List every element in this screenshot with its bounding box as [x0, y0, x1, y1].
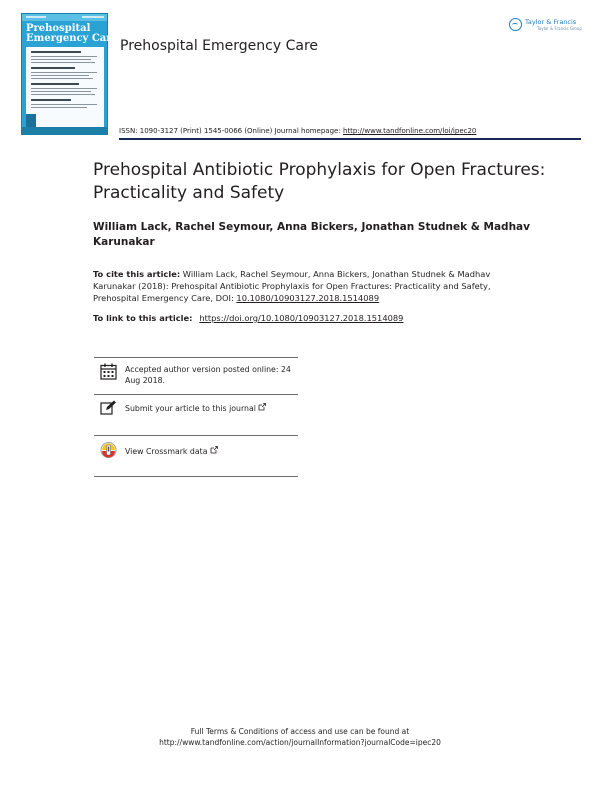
footer-terms-link[interactable]: http://www.tandfonline.com/action/journalInformation?journalCode=ipec20	[159, 738, 441, 747]
cite-text: William Lack, Rachel Seymour, Anna Bickers, Jonathan Studnek & Madhav Karunakar (2018): Prehospital Antibiotic Prophylaxis for Open Fractures: Practicality and Safety, Prehospital Emergency Care, DOI:	[93, 269, 491, 303]
journal-homepage-link[interactable]: http://www.tandfonline.com/loi/ipec20	[342, 127, 477, 135]
divider	[94, 476, 298, 477]
taylor-francis-logo-icon[interactable]	[509, 17, 589, 37]
citation-block	[93, 268, 533, 304]
cover-title	[26, 23, 118, 44]
crossmark-icon	[100, 442, 117, 460]
journal-cover-image	[21, 13, 118, 135]
publisher-name: Taylor & Francis	[525, 18, 577, 26]
external-link-icon	[210, 446, 218, 454]
cover-badge	[26, 114, 36, 128]
link-label: To link to this article:	[93, 313, 196, 323]
divider	[94, 435, 298, 436]
crossmark-link[interactable]	[125, 446, 300, 457]
cite-doi-link[interactable]: 10.1080/10903127.2018.1514089	[236, 293, 380, 303]
cover-footer-strip	[22, 127, 107, 134]
issn-line	[119, 127, 476, 135]
header-divider	[119, 138, 581, 140]
external-link-icon	[258, 403, 266, 411]
article-title: Prehospital Antibiotic Prophylaxis for Open Fractures: Practicality and Safety	[93, 160, 546, 203]
article-link-line	[93, 312, 533, 324]
divider	[94, 357, 298, 358]
article-authors: William Lack, Rachel Seymour, Anna Bickers, Jonathan Studnek & Madhav Karunakar	[93, 221, 530, 248]
submit-article-row[interactable]	[100, 400, 300, 418]
submit-article-text: Submit your article to this journal	[125, 404, 256, 413]
cover-title-line1: Prehospital	[26, 23, 91, 34]
footer-terms-text: Full Terms & Conditions of access and use can be found at	[190, 727, 410, 736]
accepted-date-row	[100, 363, 300, 389]
publisher-tagline: Taylor & Francis Group	[537, 26, 582, 31]
issn-text: ISSN: 1090-3127 (Print) 1545-0066 (Online) Journal homepage:	[119, 127, 343, 135]
taylor-francis-ring-icon	[509, 18, 522, 31]
calendar-icon	[100, 363, 117, 380]
crossmark-row[interactable]	[100, 442, 300, 462]
journal-name[interactable]: Prehospital Emergency Care	[120, 38, 319, 54]
edit-icon	[100, 400, 117, 415]
cover-top-strip	[22, 14, 107, 21]
divider	[94, 394, 298, 395]
cover-contents-panel	[26, 47, 104, 129]
cite-label: To cite this article:	[93, 269, 181, 279]
submit-article-link[interactable]	[125, 403, 300, 414]
cover-title-line2: Emergency Care	[26, 33, 118, 44]
accepted-date-text: Accepted author version posted online: 24 Aug 2018.	[125, 365, 291, 385]
article-doi-link[interactable]: https://doi.org/10.1080/10903127.2018.1514089	[199, 313, 404, 323]
crossmark-text: View Crossmark data	[125, 447, 208, 456]
